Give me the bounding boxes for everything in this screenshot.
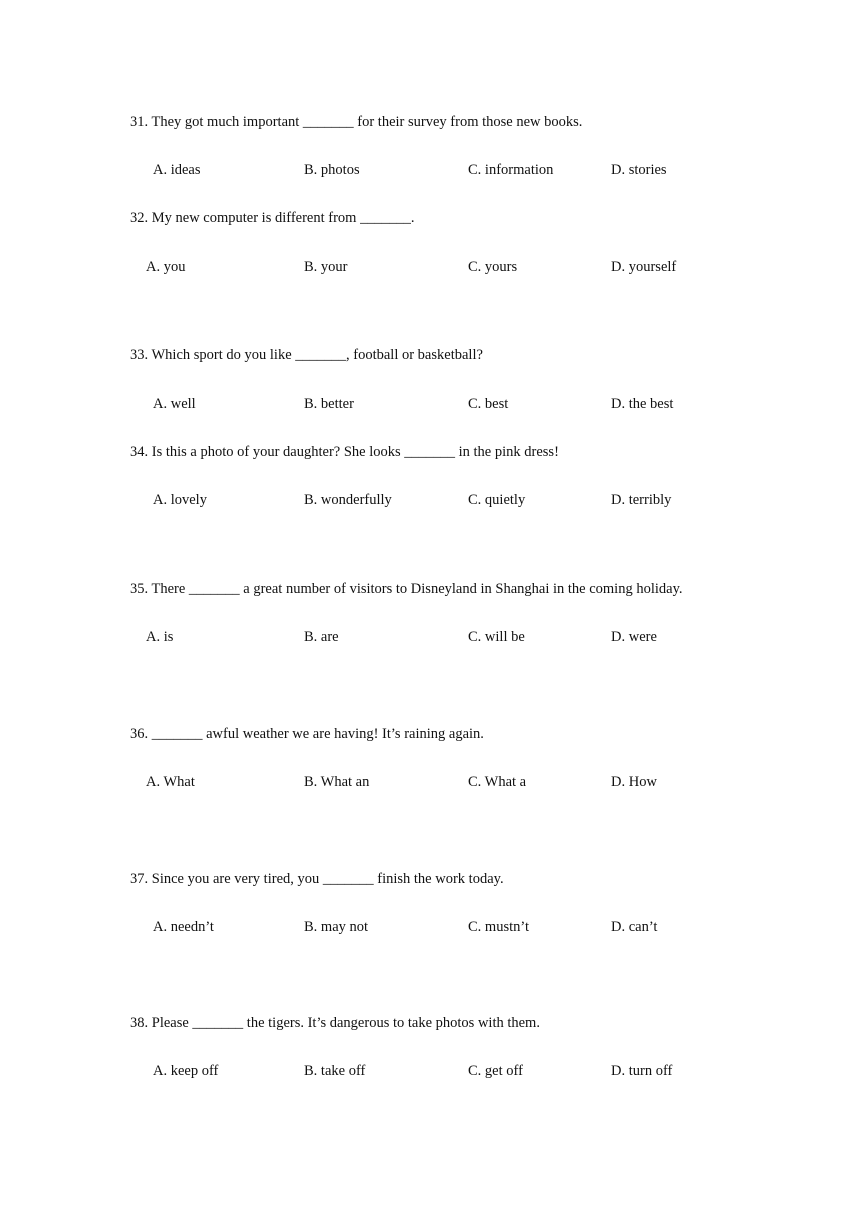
question-34-option-d: D. terribly xyxy=(611,492,672,508)
question-36-option-b: B. What an xyxy=(304,774,370,790)
question-35-option-a: A. is xyxy=(146,629,174,645)
question-31-option-d: D. stories xyxy=(611,162,667,178)
question-33-option-d: D. the best xyxy=(611,396,674,412)
question-34-option-b: B. wonderfully xyxy=(304,492,392,508)
question-33-option-a: A. well xyxy=(153,396,196,412)
question-31-option-b: B. photos xyxy=(304,162,360,178)
question-37-option-c: C. mustn’t xyxy=(468,919,529,935)
question-32-option-b: B. your xyxy=(304,259,348,275)
question-32-stem: 32. My new computer is different from _______. xyxy=(130,210,415,226)
question-31-stem: 31. They got much important _______ for their survey from those new books. xyxy=(130,114,583,130)
question-32-option-d: D. yourself xyxy=(611,259,677,275)
question-32-option-c: C. yours xyxy=(468,259,518,275)
question-35-option-b: B. are xyxy=(304,629,339,645)
question-34-stem: 34. Is this a photo of your daughter? She looks _______ in the pink dress! xyxy=(130,444,559,460)
question-37-option-d: D. can’t xyxy=(611,919,658,935)
question-35-stem: 35. There _______ a great number of visitors to Disneyland in Shanghai in the coming holiday. xyxy=(130,581,683,597)
question-31-option-a: A. ideas xyxy=(153,162,201,178)
question-34-option-c: C. quietly xyxy=(468,492,526,508)
question-36-option-d: D. How xyxy=(611,774,657,790)
question-37-option-a: A. needn’t xyxy=(153,919,214,935)
question-38-stem: 38. Please _______ the tigers. It’s dangerous to take photos with them. xyxy=(130,1015,540,1031)
question-37-stem: 37. Since you are very tired, you _______ finish the work today. xyxy=(130,871,504,887)
question-36-option-a: A. What xyxy=(146,774,195,790)
question-33-option-b: B. better xyxy=(304,396,354,412)
question-34-option-a: A. lovely xyxy=(153,492,207,508)
question-32-option-a: A. you xyxy=(146,259,186,275)
question-31-option-c: C. information xyxy=(468,162,554,178)
question-38-option-d: D. turn off xyxy=(611,1063,673,1079)
question-33-option-c: C. best xyxy=(468,396,509,412)
question-38-option-a: A. keep off xyxy=(153,1063,219,1079)
question-33-stem: 33. Which sport do you like _______, football or basketball? xyxy=(130,347,483,363)
question-35-option-d: D. were xyxy=(611,629,657,645)
question-36-option-c: C. What a xyxy=(468,774,527,790)
question-38-option-b: B. take off xyxy=(304,1063,366,1079)
question-35-option-c: C. will be xyxy=(468,629,525,645)
question-36-stem: 36. _______ awful weather we are having! It’s raining again. xyxy=(130,726,484,742)
question-37-option-b: B. may not xyxy=(304,919,369,935)
question-38-option-c: C. get off xyxy=(468,1063,523,1079)
